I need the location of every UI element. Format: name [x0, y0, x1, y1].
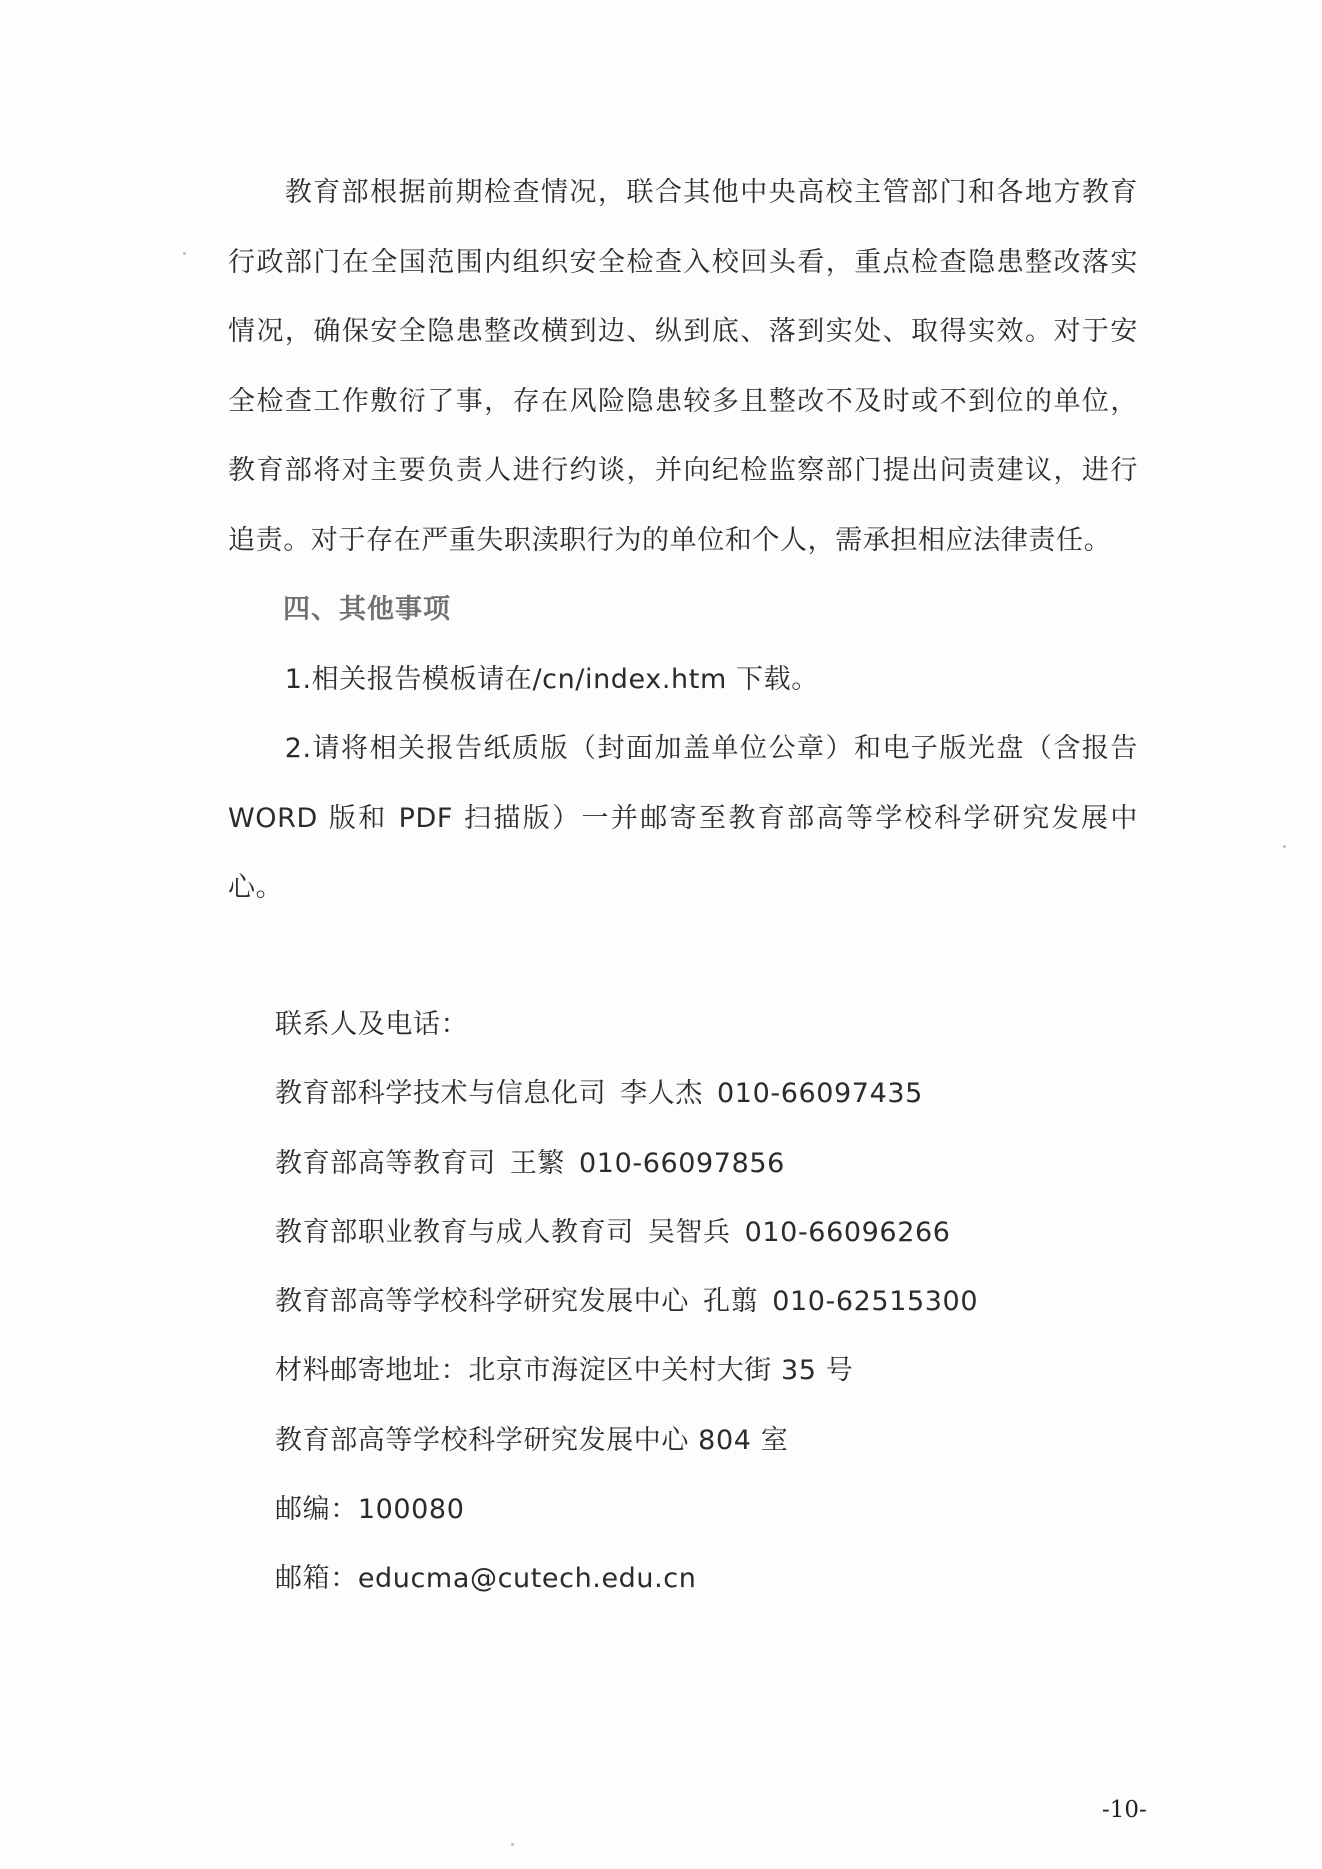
postcode [275, 1475, 1135, 1544]
contact-row [275, 1059, 1135, 1128]
email [275, 1544, 1135, 1613]
contact-phone: 010-66097435 [717, 1078, 923, 1110]
item-report-template: 1.相关报告模板请在/cn/index.htm 下载。 [284, 663, 819, 695]
page-number: -10- [1102, 1797, 1147, 1823]
contact-dept: 教育部高等学校科学研究发展中心 [275, 1286, 689, 1318]
email-label: 邮箱： [275, 1563, 358, 1595]
contact-row [275, 1267, 1135, 1336]
contact-dept: 教育部科学技术与信息化司 [275, 1078, 607, 1110]
address-label: 材料邮寄地址： [275, 1355, 469, 1387]
item-mailing-instructions: 2.请将相关报告纸质版（封面加盖单位公章）和电子版光盘（含报告 WORD 版和 PDF 扫描版）一并邮寄至教育部高等学校科学研究发展中心。 [228, 733, 1138, 903]
contact-phone: 010-62515300 [772, 1286, 979, 1318]
contacts-label: 联系人及电话： [275, 1009, 469, 1040]
paragraph-inspection: 教育部根据前期检查情况，联合其他中央高校主管部门和各地方教育行政部门在全国范围内组织安全检查入校回头看，重点检查隐患整改落实情况，确保安全隐患整改横到边、纵到底、落到实处、取得实效。对于安全检查工作敷衍了事，存在风险隐患较多且整改不及时或不到位的单位，教育部将对主要负责人进行约谈，并向纪检监察部门提出问责建议，进行追责。对于存在严重失职渎职行为的单位和个人，需承担相应法律责任。 [228, 177, 1138, 556]
contact-phone: 010-66096266 [744, 1216, 951, 1248]
contact-row [275, 1129, 1135, 1198]
section-heading-other-matters: 四、其他事项 [283, 594, 451, 625]
postcode-label: 邮编： [275, 1494, 358, 1526]
contact-name: 李人杰 [620, 1078, 704, 1110]
contact-dept: 教育部职业教育与成人教育司 [275, 1216, 634, 1248]
contact-block [275, 990, 1135, 1614]
contact-phone: 010-66097856 [579, 1147, 785, 1179]
mailing-address [275, 1336, 1135, 1405]
email-value: educma@cutech.edu.cn [357, 1563, 697, 1595]
mailing-address-line2: 教育部高等学校科学研究发展中心 804 室 [275, 1424, 789, 1456]
contact-name: 吴智兵 [647, 1216, 731, 1248]
contact-name: 孔翦 [703, 1286, 759, 1318]
scan-speck [1283, 845, 1286, 848]
contact-name: 王繁 [509, 1147, 566, 1179]
scan-speck [511, 1843, 514, 1846]
contact-row [275, 1198, 1135, 1267]
contact-dept: 教育部高等教育司 [275, 1147, 496, 1179]
postcode-value: 100080 [357, 1494, 465, 1526]
address-value: 北京市海淀区中关村大街 35 号 [468, 1355, 854, 1387]
scan-speck [183, 252, 186, 255]
main-body [228, 158, 1138, 923]
